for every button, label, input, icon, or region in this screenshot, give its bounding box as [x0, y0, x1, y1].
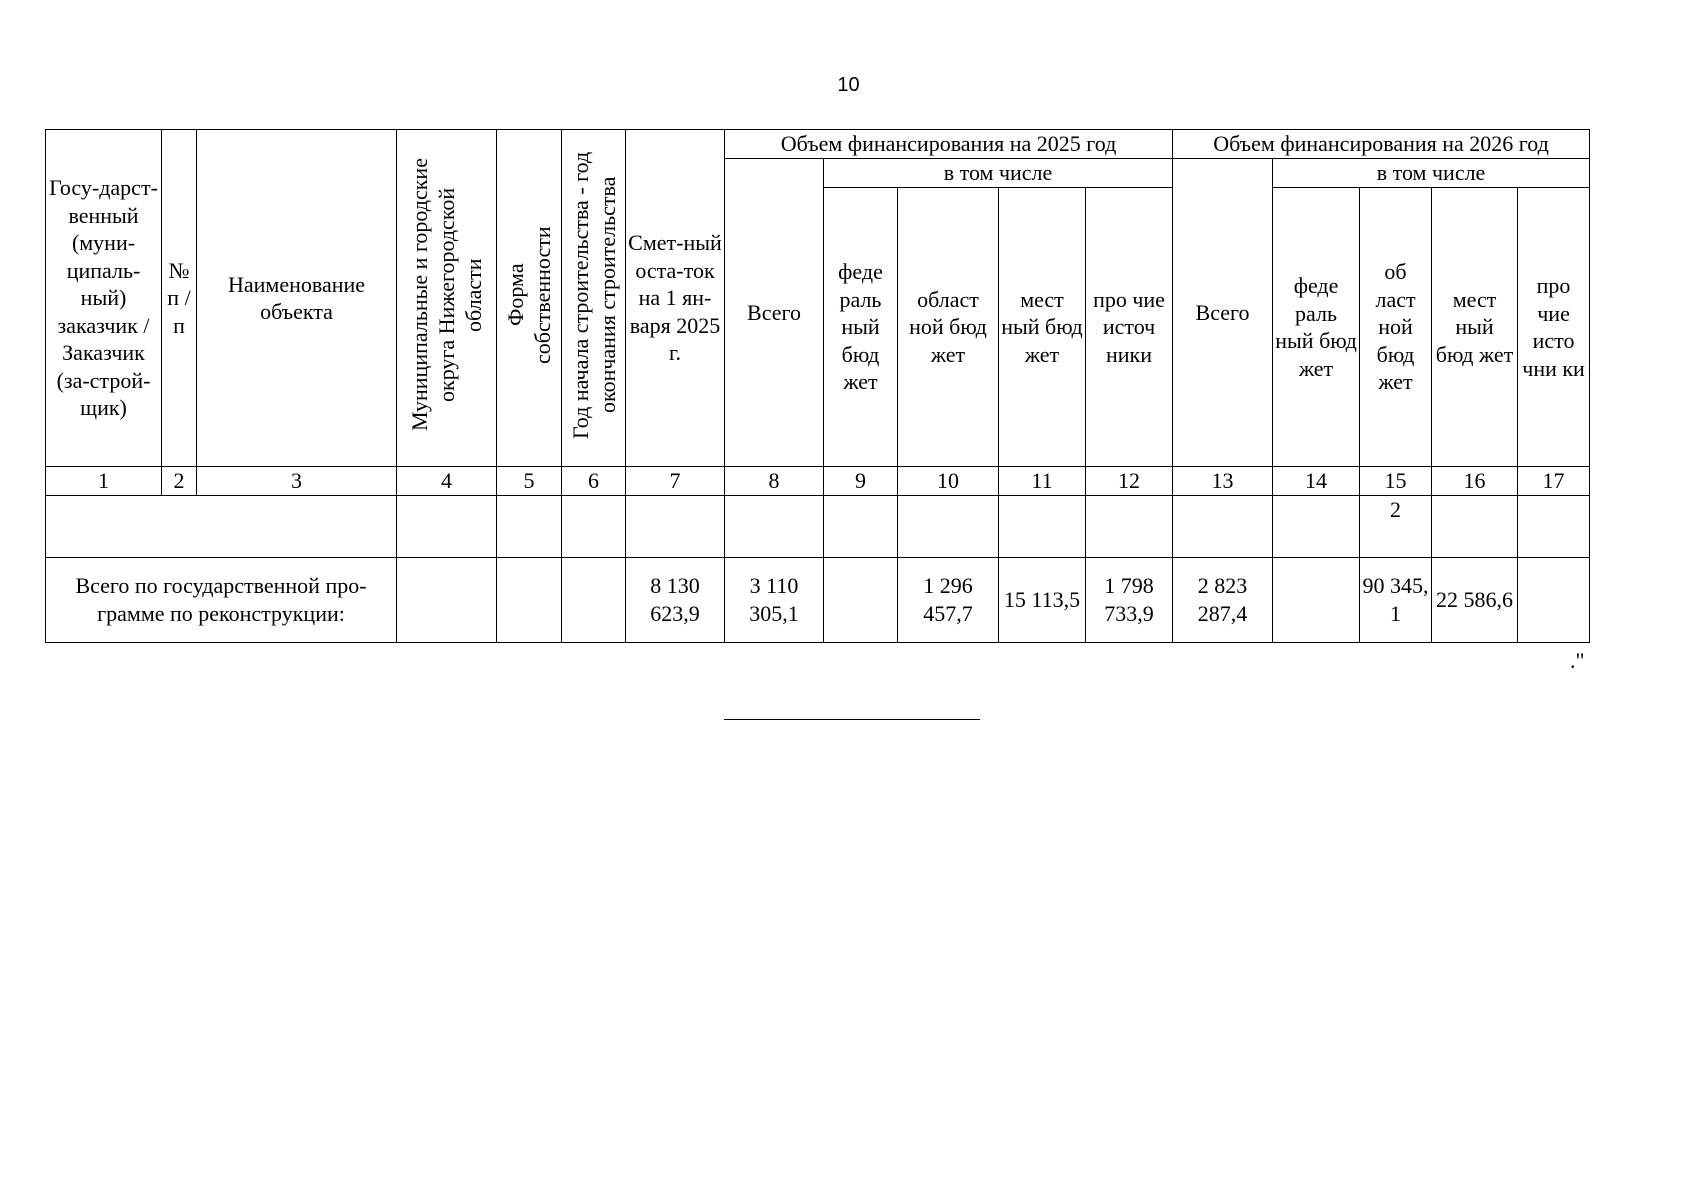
column-number: 6 [562, 467, 626, 496]
header-regional-2025: област ной бюд жет [898, 188, 999, 467]
closing-quote-mark: ." [1570, 648, 1585, 673]
column-number: 5 [497, 467, 562, 496]
table-cell [397, 557, 497, 642]
total-2026: 2 823 287,4 [1173, 557, 1273, 642]
column-number: 10 [898, 467, 999, 496]
total-local-2026: 22 586,6 [1432, 557, 1518, 642]
table-cell [725, 495, 824, 557]
column-numbers-row [46, 467, 1590, 496]
column-number: 17 [1518, 467, 1590, 496]
table-cell [824, 495, 898, 557]
page-number: 10 [837, 74, 860, 96]
table-cell [999, 495, 1086, 557]
table-cell [626, 495, 725, 557]
header-estimate-balance: Смет-ный оста-ток на 1 ян-варя 2025 г. [626, 130, 725, 467]
header-municipal-district-text: Муниципальные и городские округа Нижегородской области [407, 158, 486, 432]
table-cell [562, 557, 626, 642]
total-row-label: Всего по государственной про-грамме по реконструкции: [46, 557, 397, 642]
column-number: 4 [397, 467, 497, 496]
header-local-2026: мест ный бюд жет [1432, 188, 1518, 467]
financing-table [45, 129, 1590, 643]
column-number: 15 [1360, 467, 1432, 496]
header-municipal-district [397, 130, 497, 467]
header-other-2026: про чие исто чни ки [1518, 188, 1590, 467]
header-federal-2026: феде раль ный бюд жет [1273, 188, 1360, 467]
column-number: 9 [824, 467, 898, 496]
table-cell [898, 495, 999, 557]
column-number: 1 [46, 467, 162, 496]
table-cell [1518, 495, 1590, 557]
table-cell [1086, 495, 1173, 557]
total-local-2025: 15 113,5 [999, 557, 1086, 642]
header-ownership-form-text: Форма собственности [503, 225, 555, 364]
column-number: 3 [197, 467, 397, 496]
table-cell [1173, 495, 1273, 557]
header-federal-2025: феде раль ный бюд жет [824, 188, 898, 467]
header-object-name: Наименование объекта [197, 130, 397, 467]
header-ownership-form [497, 130, 562, 467]
total-federal-2025 [824, 557, 898, 642]
header-regional-2026: об ласт ной бюд жет [1360, 188, 1432, 467]
total-regional-2025: 1 296 457,7 [898, 557, 999, 642]
table-cell [497, 495, 562, 557]
column-number: 13 [1173, 467, 1273, 496]
header-total-2026: Всего [1173, 159, 1273, 467]
table-cell [1273, 495, 1360, 557]
column-number: 16 [1432, 467, 1518, 496]
header-including-2025: в том числе [824, 159, 1173, 188]
header-local-2025: мест ный бюд жет [999, 188, 1086, 467]
column-number: 11 [999, 467, 1086, 496]
header-financing-2025: Объем финансирования на 2025 год [725, 130, 1173, 159]
column-number: 7 [626, 467, 725, 496]
total-other-2025: 1 798 733,9 [1086, 557, 1173, 642]
total-estimate-balance: 8 130 623,9 [626, 557, 725, 642]
header-financing-2026: Объем финансирования на 2026 год [1173, 130, 1590, 159]
header-total-2025: Всего [725, 159, 824, 467]
header-other-2025: про чие источ ники [1086, 188, 1173, 467]
header-construction-years [562, 130, 626, 467]
table-cell-regional-2026: 2 [1360, 495, 1432, 557]
column-number: 14 [1273, 467, 1360, 496]
table-cell [497, 557, 562, 642]
header-including-2026: в том числе [1273, 159, 1590, 188]
separator-line [724, 719, 980, 720]
table-cell [397, 495, 497, 557]
total-other-2026 [1518, 557, 1590, 642]
total-2025: 3 110 305,1 [725, 557, 824, 642]
table-cell [46, 495, 397, 557]
table-cell [562, 495, 626, 557]
total-row [46, 557, 1590, 642]
total-regional-2026: 90 345, 1 [1360, 557, 1432, 642]
header-construction-years-text: Год начала строительства - год окончания строительства [567, 151, 620, 439]
column-number: 2 [162, 467, 197, 496]
column-number: 8 [725, 467, 824, 496]
header-customer: Госу-дарст-венный (муни-ципаль-ный) заказчик / Заказчик (за-строй-щик) [46, 130, 162, 467]
table-row [46, 495, 1590, 557]
header-number: № п / п [162, 130, 197, 467]
total-federal-2026 [1273, 557, 1360, 642]
column-number: 12 [1086, 467, 1173, 496]
table-cell [1432, 495, 1518, 557]
